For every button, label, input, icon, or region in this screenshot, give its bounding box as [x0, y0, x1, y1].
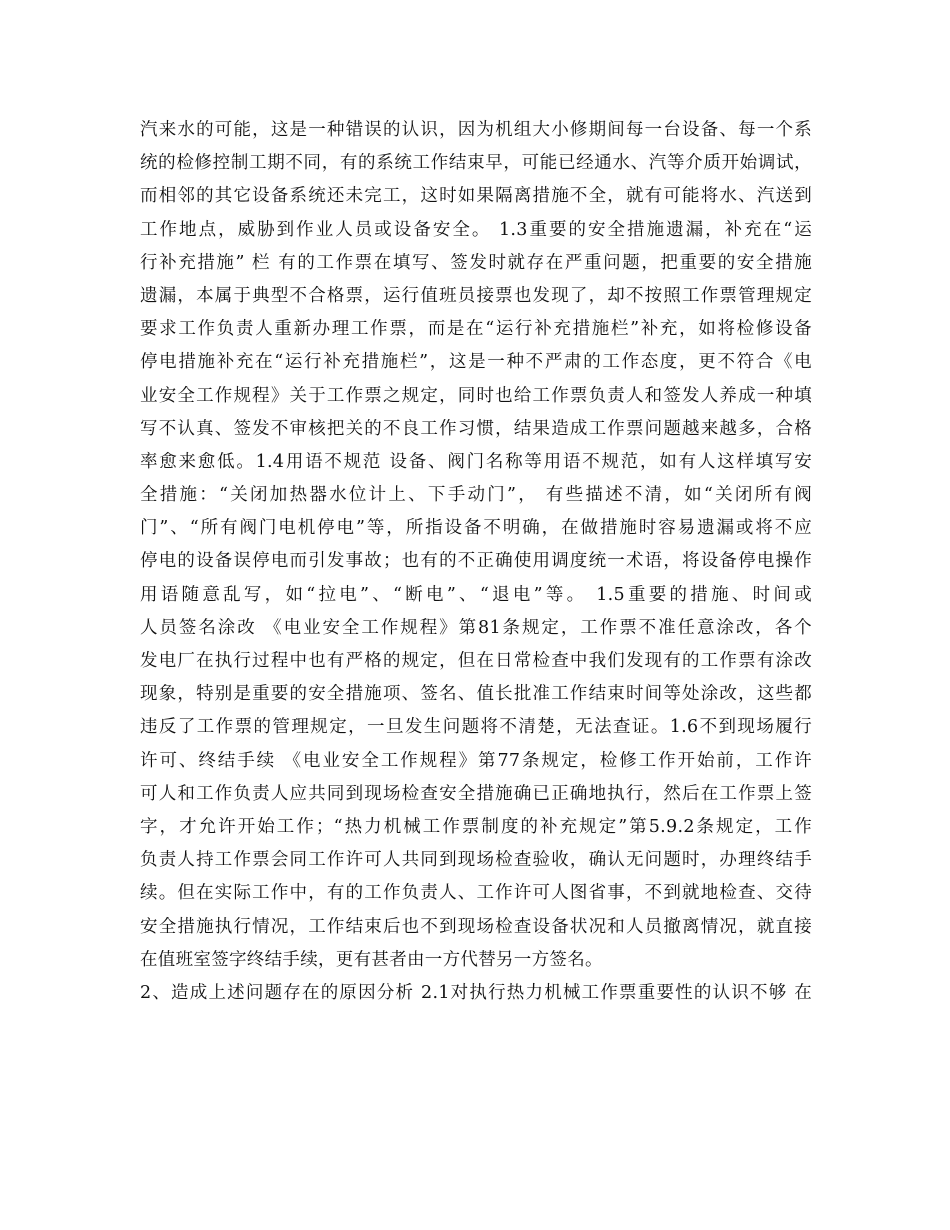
- text-line: 2、造成上述问题存在的原因分析 2.1对执行热力机械工作票重要性的认识不够 在: [140, 982, 812, 1003]
- text-line: 许可、终结手续 《电业安全工作规程》第77条规定，检修工作开始前，工作许: [140, 750, 812, 771]
- text-line: 人员签名涂改 《电业安全工作规程》第81条规定，工作票不准任意涂改，各个: [140, 617, 812, 638]
- text-line: 而相邻的其它设备系统还未完工，这时如果隔离措施不全，就有可能将水、汽送到: [140, 186, 812, 207]
- text-line: 在值班室签字终结手续，更有甚者由一方代替另一方签名。: [140, 949, 603, 970]
- text-line: 用语随意乱写，如“拉电”、“断电”、“退电”等。 1.5重要的措施、时间或: [140, 584, 812, 605]
- text-line: 字，才允许开始工作；“热力机械工作票制度的补充规定”第5.9.2条规定，工作: [140, 816, 812, 837]
- text-line: 汽来水的可能，这是一种错误的认识，因为机组大小修期间每一台设备、每一个系: [140, 120, 812, 140]
- text-line: 发电厂在执行过程中也有严格的规定，但在日常检查中我们发现有的工作票有涂改: [140, 651, 812, 671]
- text-line: 行补充措施” 栏 有的工作票在填写、签发时就存在严重问题，把重要的安全措施: [140, 252, 812, 273]
- text-line: 全措施：“关闭加热器水位计上、下手动门”， 有些描述不清，如“关闭所有阀: [140, 485, 812, 506]
- text-line: 门”、“所有阀门电机停电”等，所指设备不明确，在做措施时容易遗漏或将不应: [140, 518, 812, 539]
- text-line: 续。但在实际工作中，有的工作负责人、工作许可人图省事，不到就地检查、交待: [140, 883, 812, 904]
- text-line: 安全措施执行情况，工作结束后也不到现场检查设备状况和人员撤离情况，就直接: [140, 916, 812, 937]
- text-line: 可人和工作负责人应共同到现场检查安全措施确已正确地执行，然后在工作票上签: [140, 783, 812, 804]
- text-line: 工作地点，威胁到作业人员或设备安全。 1.3重要的安全措施遗漏，补充在“运: [140, 219, 812, 240]
- text-line: 现象，特别是重要的安全措施项、签名、值长批准工作结束时间等处涂改，这些都: [140, 684, 812, 705]
- text-line: 率愈来愈低。1.4用语不规范 设备、阀门名称等用语不规范，如有人这样填写安: [140, 451, 812, 472]
- text-line: 统的检修控制工期不同，有的系统工作结束早，可能已经通水、汽等介质开始调试，: [140, 153, 812, 174]
- document-body-text: [140, 114, 812, 1010]
- text-line: 写不认真、签发不审核把关的不良工作习惯，结果造成工作票问题越来越多，合格: [140, 418, 812, 439]
- text-line: 停电措施补充在“运行补充措施栏”，这是一种不严肃的工作态度，更不符合《电: [140, 352, 812, 373]
- text-line: 违反了工作票的管理规定，一旦发生问题将不清楚，无法查证。1.6不到现场履行: [140, 717, 812, 738]
- text-line: 停电的设备误停电而引发事故；也有的不正确使用调度统一术语，将设备停电操作: [140, 551, 812, 572]
- text-line: 业安全工作规程》关于工作票之规定，同时也给工作票负责人和签发人养成一种填: [140, 385, 812, 406]
- text-line: 要求工作负责人重新办理工作票，而是在“运行补充措施栏”补充，如将检修设备: [140, 319, 812, 340]
- text-line: 负责人持工作票会同工作许可人共同到现场检查验收，确认无问题时，办理终结手: [140, 850, 812, 871]
- text-line: 遗漏，本属于典型不合格票，运行值班员接票也发现了，却不按照工作票管理规定: [140, 285, 812, 306]
